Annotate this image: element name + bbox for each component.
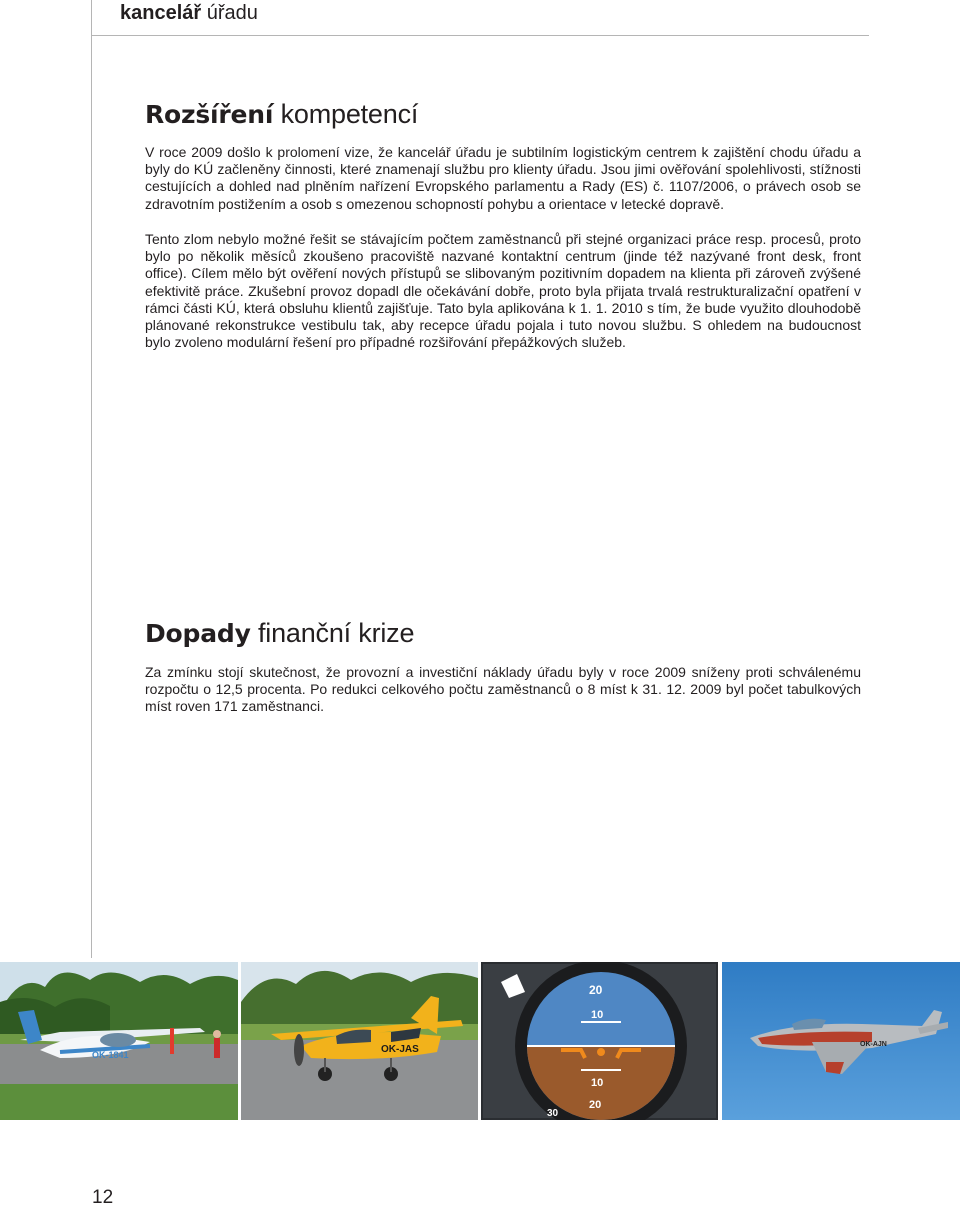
heading-bold: Rozšíření [145, 100, 274, 129]
heading-rozsireni-kompetenci [145, 98, 418, 131]
running-header [120, 1, 258, 25]
heading-regular: kompetencí [280, 99, 419, 129]
paragraph: Za zmínku stojí skutečnost, že provozní a investiční náklady úřadu byly v roce 2009 sníženy proti schválenému rozpočtu o 12,5 procenta. Po redukci celkového počtu zaměstnanců o 8 míst k 31. 12. 2009 byl počet tabulkových míst roven 171 zaměstnanci. [145, 664, 861, 715]
running-header-regular: úřadu [206, 2, 258, 24]
pitch-mark-20-down: 20 [589, 1099, 602, 1111]
pitch-mark-10-up: 10 [591, 1009, 604, 1021]
glider-registration: OK-1841 [92, 1050, 129, 1060]
pitch-mark-10-down: 10 [591, 1077, 604, 1089]
jet-registration: OK-AJN [860, 1041, 887, 1048]
paragraph: V roce 2009 došlo k prolomení vize, že kancelář úřadu je subtilním logistickým centrem k zajištění chodu úřadu a byly do KÚ začleněny činnosti, které znamenají službu pro klienty úřadu. Jsou jimi ověřování spolehlivosti, stížnosti cestujících a dohled nad plněním nařízení Evropského parlamentu a Rady (ES) č. 1107/2006, o právech osob se zdravotním postižením a osob s omezenou schopností pohybu a orientace v letecké dopravě. [145, 144, 861, 212]
bank-mark-30: 30 [547, 1108, 559, 1119]
heading-bold: Dopady [145, 619, 251, 648]
cessna-registration: OK-JAS [381, 1044, 419, 1055]
pitch-mark-20: 20 [589, 983, 603, 997]
photo-strip [0, 962, 960, 1120]
photo-jet-flight [722, 962, 960, 1120]
photo-cessna [241, 962, 478, 1120]
header-rule [91, 35, 869, 36]
heading-regular: finanční krize [258, 618, 415, 648]
page-number: 12 [92, 1187, 114, 1208]
photo-attitude-indicator [481, 962, 718, 1120]
running-header-bold: kancelář [120, 2, 202, 24]
heading-dopady-financni-krize [145, 617, 414, 650]
paragraph: Tento zlom nebylo možné řešit se stávajícím počtem zaměstnanců při stejné organizaci práce resp. procesů, proto bylo po několik měsíců zkoušeno pracoviště nazvané kontaktní centrum (jinde též nazývané front desk, front office). Cílem mělo být ověření nových přístupů se slibovaným pozitivním dopadem na klienta při zároveň zvýšené efektivitě práce. Zkušební provoz dopadl dle očekávání dobře, proto byla přijata trvalá restrukturalizační opatření v rámci části KÚ, která obsluhu klientů zajišťuje. Tato byla aplikována k 1. 1. 2010 s tím, že bude využito dlouhodobě plánované rekonstrukce vestibulu tak, aby recepce úřadu pojala i tuto novou službu. S ohledem na budoucnost bylo zvoleno modulární řešení pro případné rozšiřování přepážkových služeb. [145, 231, 861, 351]
photo-glider [0, 962, 238, 1120]
margin-rule-vertical [91, 0, 92, 958]
